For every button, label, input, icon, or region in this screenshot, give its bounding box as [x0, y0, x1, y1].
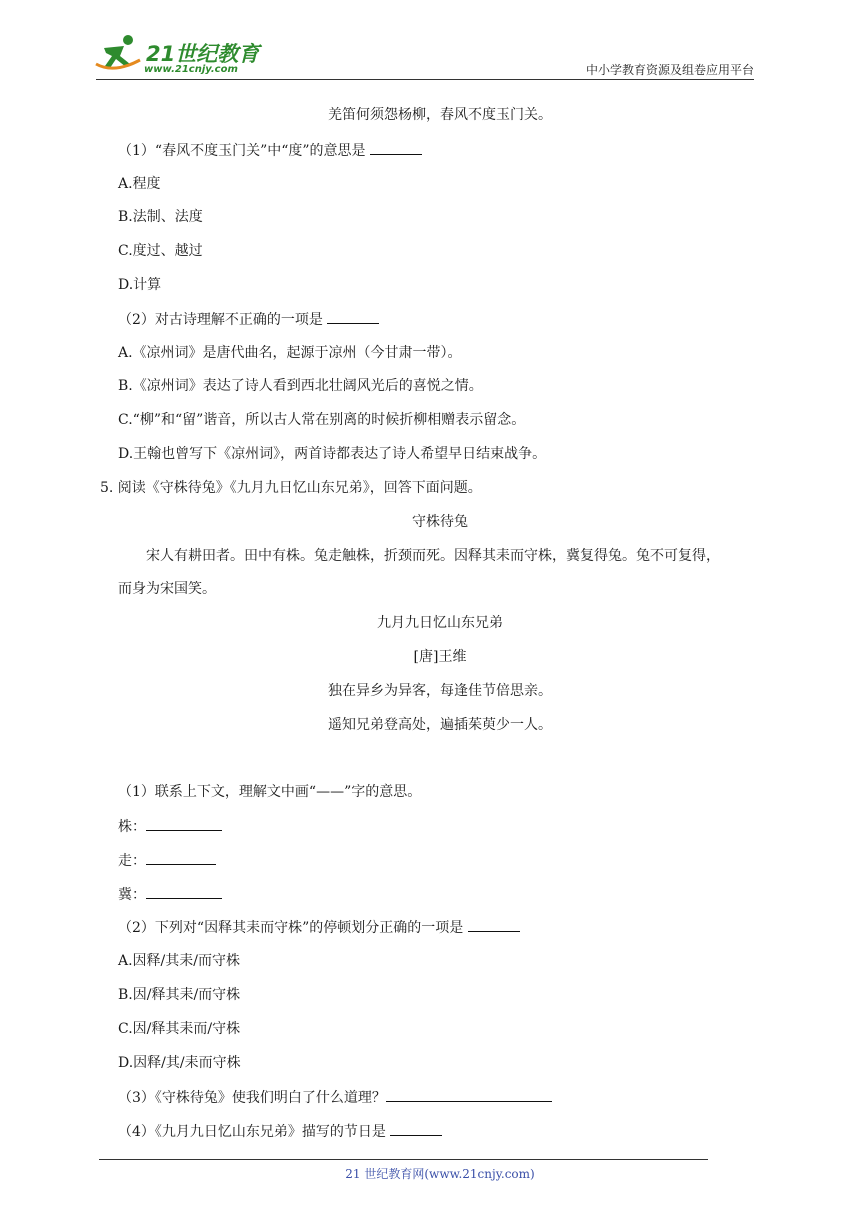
q5-3-stem [118, 1087, 552, 1108]
q4-2-option-d: D.王翰也曾写下《凉州词》，两首诗都表达了诗人希望早日结束战争。 [118, 446, 547, 462]
q5-2-option-c: C.因/释其耒而/守株 [118, 1021, 241, 1037]
footer-link[interactable]: 21 世纪教育网(www.21cnjy.com) [345, 1167, 535, 1181]
poem-line: 羌笛何须怨杨柳，春风不度玉门关。 [328, 107, 552, 123]
q4-1-option-b: B.法制、法度 [118, 209, 203, 225]
q5-1-item-ji [118, 884, 222, 905]
header-divider [96, 79, 754, 80]
q4-1-stem [118, 140, 422, 161]
q4-2-option-c: C.“柳”和“留”谐音，所以古人常在别离的时候折柳相赠表示留念。 [118, 412, 526, 428]
answer-blank[interactable] [327, 309, 379, 324]
poem-author: [唐]王维 [413, 649, 467, 665]
q5-4-stem [118, 1121, 442, 1142]
q4-1-option-d: D.计算 [118, 277, 162, 293]
q5-3-stem-text: （3）《守株待兔》使我们明白了什么道理？ [118, 1090, 386, 1106]
q4-2-stem [118, 309, 379, 330]
q5-2-option-d: D.因释/其/耒而守株 [118, 1055, 241, 1071]
q5-2-stem [118, 917, 520, 938]
q5-1-stem: （1）联系上下文，理解文中画“——”字的意思。 [118, 784, 422, 800]
answer-blank[interactable] [146, 850, 216, 865]
q5-2-option-b: B.因/释其耒/而守株 [118, 987, 241, 1003]
q5-2-option-a: A.因释/其耒/而守株 [118, 953, 240, 969]
passage-line-2: 而身为宋国笑。 [118, 581, 216, 597]
q5-intro: 5. 阅读《守株待兔》《九月九日忆山东兄弟》，回答下面问题。 [100, 480, 482, 496]
q4-1-option-c: C.度过、越过 [118, 243, 203, 259]
answer-blank[interactable] [390, 1121, 442, 1136]
logo-text: 21世纪教育 [146, 42, 260, 66]
q4-2-option-a: A.《凉州词》是唐代曲名，起源于凉州（今甘肃一带）。 [118, 345, 462, 361]
answer-blank[interactable] [370, 140, 422, 155]
passage-line-1: 宋人有耕田者。田中有株。兔走触株，折颈而死。因释其耒而守株，冀复得兔。兔不可复得， [146, 548, 720, 564]
poem-line-2: 遥知兄弟登高处，遍插茱萸少一人。 [328, 717, 552, 733]
poem-title: 九月九日忆山东兄弟 [377, 615, 503, 631]
poem-line-1: 独在异乡为异客，每逢佳节倍思亲。 [328, 683, 552, 699]
q5-4-stem-text: （4）《九月九日忆山东兄弟》描写的节日是 [118, 1124, 391, 1140]
site-logo[interactable] [94, 34, 264, 78]
header-platform-name: 中小学教育资源及组卷应用平台 [585, 63, 754, 77]
q4-2-stem-text: （2）对古诗理解不正确的一项是 [118, 312, 328, 328]
answer-blank[interactable] [146, 884, 222, 899]
answer-blank[interactable] [386, 1087, 552, 1102]
q5-1-item-zhu [118, 816, 222, 837]
answer-blank[interactable] [468, 917, 520, 932]
q5-2-stem-text: （2）下列对“因释其耒而守株”的停顿划分正确的一项是 [118, 920, 468, 936]
item-label: 走： [118, 853, 146, 869]
q4-1-stem-text: （1）“春风不度玉门关”中“度”的意思是 [118, 143, 370, 159]
q4-1-option-a: A.程度 [118, 176, 161, 192]
item-label: 株： [118, 819, 146, 835]
passage-title: 守株待兔 [412, 514, 468, 530]
runner-logo-icon [94, 34, 142, 74]
answer-blank[interactable] [146, 816, 222, 831]
q5-1-item-zou [118, 850, 216, 871]
footer-divider [99, 1159, 708, 1160]
logo-url: www.21cnjy.com [144, 64, 238, 75]
item-label: 冀： [118, 887, 146, 903]
q4-2-option-b: B.《凉州词》表达了诗人看到西北壮阔风光后的喜悦之情。 [118, 378, 483, 394]
